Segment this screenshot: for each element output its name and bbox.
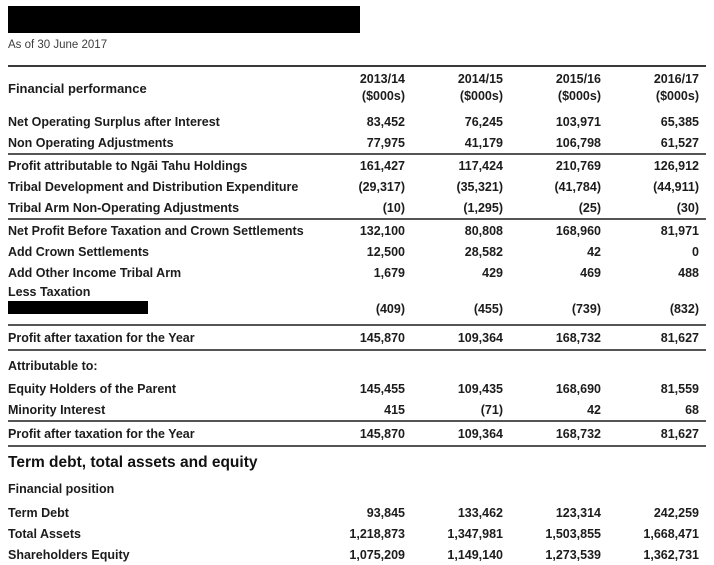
row-value: 1,668,471 xyxy=(643,526,699,541)
row-value: 1,273,539 xyxy=(545,547,601,562)
row-value xyxy=(314,350,412,378)
column-header-2016-17 xyxy=(608,66,706,111)
row-label: Profit attributable to Ngāi Tahu Holdings xyxy=(8,154,314,176)
financial-performance-row xyxy=(8,219,706,241)
table-section-title: Financial performance xyxy=(8,80,147,96)
row-value: 109,364 xyxy=(412,421,510,446)
row-value: (832) xyxy=(669,302,699,316)
row-value: 80,808 xyxy=(412,219,510,241)
row-label: Non Operating Adjustments xyxy=(8,135,174,150)
year-label: 2015/16 xyxy=(555,72,601,86)
row-value: 65,385 xyxy=(660,114,699,129)
row-value: 1,362,731 xyxy=(643,547,699,562)
row-value: (30) xyxy=(676,200,699,215)
row-value: 429 xyxy=(482,265,503,280)
row-value: 1,218,873 xyxy=(349,526,405,541)
row-label: Profit after taxation for the Year xyxy=(8,421,314,446)
row-value: 81,971 xyxy=(608,219,706,241)
column-header-2014-15 xyxy=(412,66,510,111)
row-value: 81,559 xyxy=(660,381,699,396)
financial-performance-row xyxy=(8,421,706,446)
unit-label: ($000s) xyxy=(557,89,601,103)
financial-performance-row xyxy=(8,350,706,378)
row-label: Total Assets xyxy=(8,526,81,541)
row-value: 126,912 xyxy=(608,154,706,176)
row-label-text: Less Taxation xyxy=(8,285,91,299)
row-value: 242,259 xyxy=(653,505,699,520)
row-value: 61,527 xyxy=(660,135,699,150)
financial-position-row xyxy=(8,544,706,565)
row-value: 28,582 xyxy=(464,244,503,259)
row-label: Shareholders Equity xyxy=(8,547,130,562)
row-value: 41,179 xyxy=(464,135,503,150)
year-label: 2014/15 xyxy=(457,72,503,86)
unit-label: ($000s) xyxy=(459,89,503,103)
row-value: 1,149,140 xyxy=(447,547,503,562)
financial-performance-row xyxy=(8,399,706,421)
row-value: 1,347,981 xyxy=(447,526,503,541)
row-value: 76,245 xyxy=(464,114,503,129)
row-label: Tribal Development and Distribution Expenditure xyxy=(8,179,299,194)
row-value: 469 xyxy=(580,265,601,280)
row-value: (409) xyxy=(375,302,405,316)
row-value: 42 xyxy=(587,244,601,259)
unit-label: ($000s) xyxy=(361,89,405,103)
year-label: 2016/17 xyxy=(653,72,699,86)
as-of-date: As of 30 June 2017 xyxy=(8,39,108,51)
term-debt-section-heading: Term debt, total assets and equity xyxy=(8,454,258,471)
row-label: Tribal Arm Non-Operating Adjustments xyxy=(8,200,240,215)
row-value: 1,503,855 xyxy=(545,526,601,541)
row-value xyxy=(608,350,706,378)
row-label: Attributable to: xyxy=(8,359,98,373)
row-value: 0 xyxy=(692,244,699,259)
row-value: (25) xyxy=(578,200,601,215)
financial-performance-row xyxy=(8,154,706,176)
row-value: 68 xyxy=(685,402,699,417)
financial-performance-row xyxy=(8,132,706,154)
financial-performance-row xyxy=(8,241,706,262)
row-label: Minority Interest xyxy=(8,402,106,417)
row-value: 77,975 xyxy=(366,135,405,150)
redacted-title-bar xyxy=(8,6,360,33)
row-value: 168,960 xyxy=(510,219,608,241)
row-label: Equity Holders of the Parent xyxy=(8,381,177,396)
financial-performance-row xyxy=(8,197,706,219)
row-value: (29,317) xyxy=(358,179,405,194)
row-label: Profit after taxation for the Year xyxy=(8,325,314,350)
row-value: 109,435 xyxy=(457,381,503,396)
row-value: 12,500 xyxy=(366,244,405,259)
financial-position-row xyxy=(8,502,706,523)
financial-position-heading: Financial position xyxy=(8,482,115,496)
financial-performance-row xyxy=(8,111,706,132)
row-value: 103,971 xyxy=(555,114,601,129)
row-value: 109,364 xyxy=(412,325,510,350)
row-label: Add Crown Settlements xyxy=(8,244,149,259)
row-value: 133,462 xyxy=(457,505,503,520)
financial-position-row xyxy=(8,523,706,544)
row-value: (1,295) xyxy=(463,200,503,215)
financial-performance-row xyxy=(8,378,706,399)
financial-position-table xyxy=(8,502,706,565)
row-value: 210,769 xyxy=(510,154,608,176)
row-value: 145,455 xyxy=(359,381,405,396)
row-value: 123,314 xyxy=(555,505,601,520)
year-label: 2013/14 xyxy=(359,72,405,86)
row-value: 106,798 xyxy=(555,135,601,150)
row-value: 145,870 xyxy=(314,325,412,350)
row-value: 93,845 xyxy=(366,505,405,520)
row-value: (10) xyxy=(382,200,405,215)
row-value: 1,075,209 xyxy=(349,547,405,562)
row-value: 168,732 xyxy=(510,325,608,350)
row-value: (455) xyxy=(473,302,503,316)
financial-performance-row xyxy=(8,325,706,350)
row-value xyxy=(412,350,510,378)
row-value: 1,679 xyxy=(373,265,405,280)
row-value: (71) xyxy=(480,402,503,417)
financial-performance-row xyxy=(8,262,706,283)
column-header-2013-14 xyxy=(314,66,412,111)
row-value: (35,321) xyxy=(456,179,503,194)
row-value: 117,424 xyxy=(412,154,510,176)
row-label: Add Other Income Tribal Arm xyxy=(8,265,182,280)
row-value: 81,627 xyxy=(608,325,706,350)
row-value: 168,690 xyxy=(555,381,601,396)
financial-performance-table xyxy=(8,65,706,447)
column-header-2015-16 xyxy=(510,66,608,111)
redaction-bar xyxy=(8,301,148,314)
row-value: (44,911) xyxy=(653,179,699,194)
row-value: 81,627 xyxy=(608,421,706,446)
unit-label: ($000s) xyxy=(655,89,699,103)
row-label: Term Debt xyxy=(8,505,69,520)
row-label: Net Profit Before Taxation and Crown Settlements xyxy=(8,219,314,241)
row-value: 161,427 xyxy=(314,154,412,176)
row-value: 415 xyxy=(384,402,405,417)
row-value: (41,784) xyxy=(554,179,601,194)
row-value: (739) xyxy=(571,302,601,316)
row-value: 168,732 xyxy=(510,421,608,446)
row-value: 488 xyxy=(678,265,699,280)
row-label xyxy=(8,283,314,325)
row-value xyxy=(510,350,608,378)
financial-performance-row xyxy=(8,283,706,325)
row-value: 83,452 xyxy=(366,114,405,129)
table-header-row xyxy=(8,66,706,111)
row-label: Net Operating Surplus after Interest xyxy=(8,114,220,129)
row-value: 132,100 xyxy=(314,219,412,241)
row-value: 145,870 xyxy=(314,421,412,446)
financial-performance-row xyxy=(8,176,706,197)
row-value: 42 xyxy=(587,402,601,417)
